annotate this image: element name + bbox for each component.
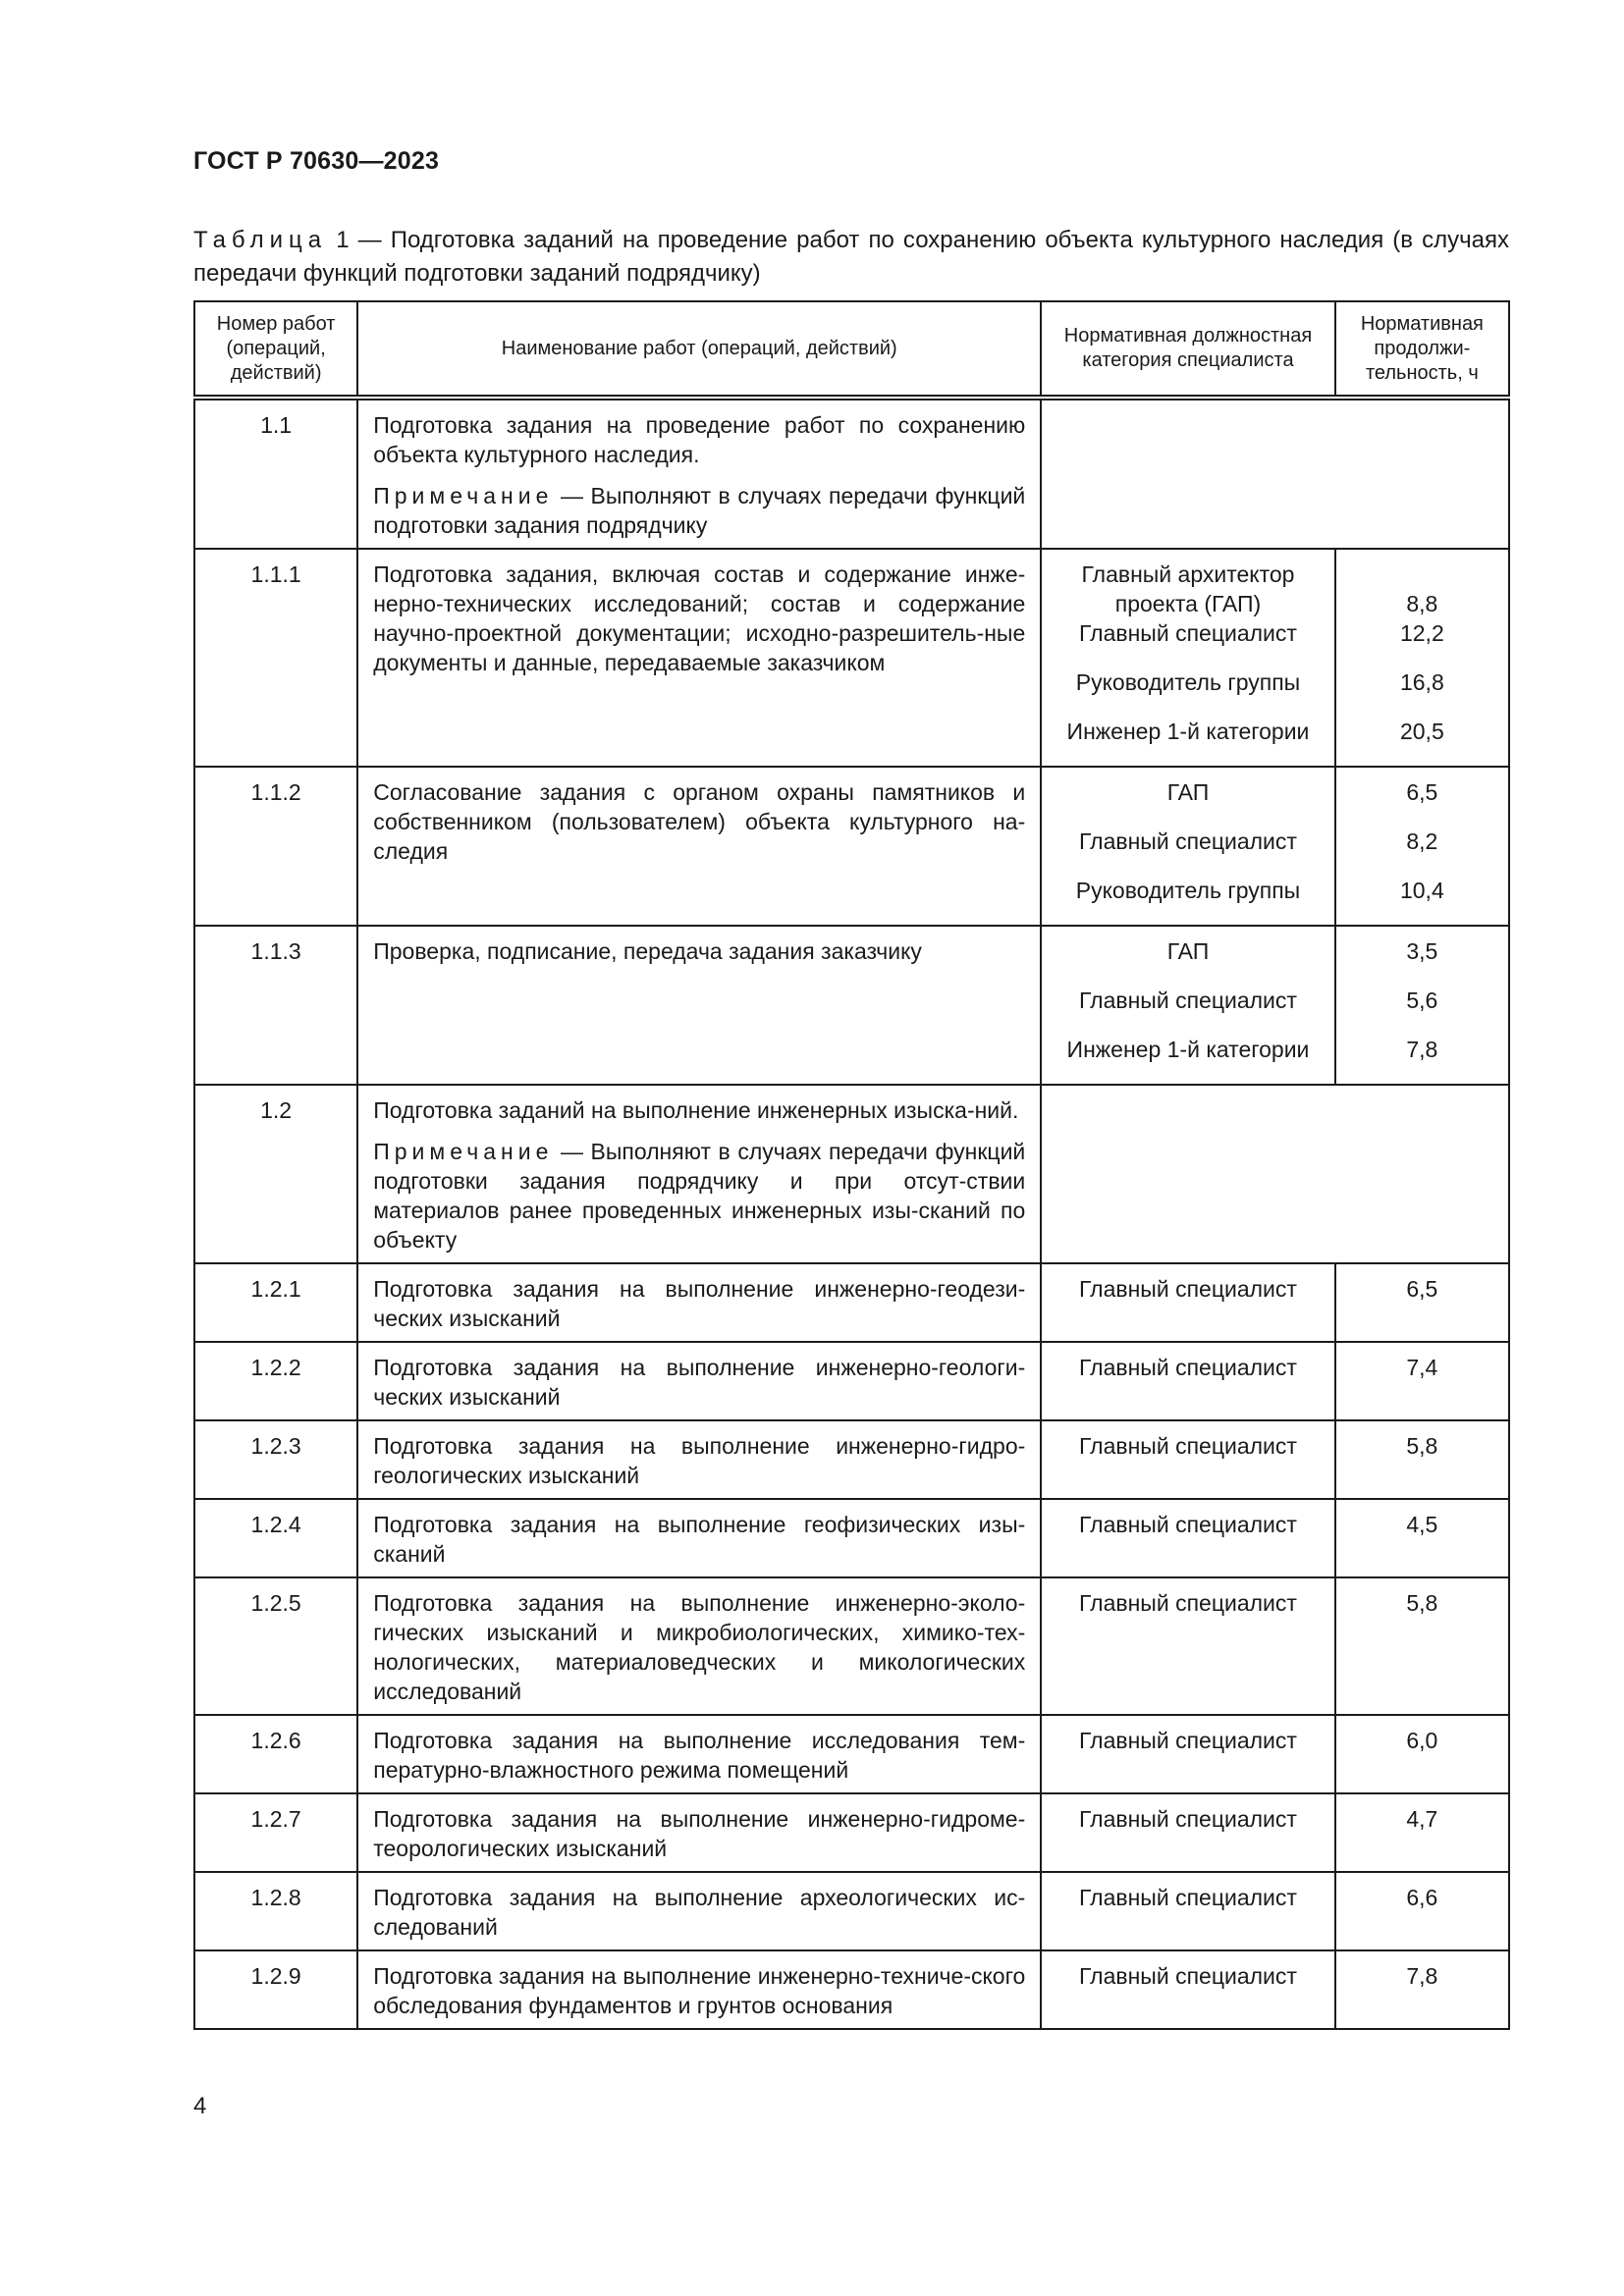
column-header-number: Номер работ (операций, действий) xyxy=(194,301,357,398)
row-work-name xyxy=(357,1263,1041,1342)
row-specialist-category xyxy=(1041,1872,1334,1950)
specialist-category: Главный специалист xyxy=(1079,1276,1297,1302)
table-row xyxy=(194,1085,1509,1263)
table-row xyxy=(194,1793,1509,1872)
note-text: — Выполняют в случаях передачи функций подготовки задания подрядчику и при отсут-ствии материалов ранее проведенных инженерных изы-сканий по объекту xyxy=(373,1139,1026,1253)
table-body xyxy=(194,398,1509,2029)
row-number: 1.2.5 xyxy=(194,1577,357,1715)
specialist-category: Главный специалист xyxy=(1079,1806,1297,1832)
row-duration xyxy=(1335,1950,1509,2029)
row-number: 1.2 xyxy=(194,1085,357,1263)
work-name-text: Подготовка задания на выполнение исследования тем-пературно-влажностного режима помещений xyxy=(373,1728,1026,1783)
duration-hours: 5,8 xyxy=(1406,1433,1438,1459)
row-specialist-category xyxy=(1041,926,1334,1085)
row-specialist-category xyxy=(1041,1263,1334,1342)
row-duration xyxy=(1335,1793,1509,1872)
work-name-text: Подготовка задания на выполнение инженерно-геологи-ческих изысканий xyxy=(373,1355,1026,1410)
duration-hours: 6,6 xyxy=(1406,1885,1438,1910)
row-empty-cell xyxy=(1041,1085,1509,1263)
table-row xyxy=(194,398,1509,549)
work-norms-table xyxy=(193,300,1510,2030)
specialist-category: Инженер 1-й категории xyxy=(1066,1037,1310,1062)
row-duration xyxy=(1335,767,1509,926)
table-row xyxy=(194,1872,1509,1950)
row-duration xyxy=(1335,549,1509,767)
duration-hours: 4,5 xyxy=(1406,1512,1438,1537)
row-work-name xyxy=(357,1085,1041,1263)
row-number: 1.2.2 xyxy=(194,1342,357,1420)
duration-hours: 8,8 xyxy=(1406,591,1438,616)
page-number: 4 xyxy=(193,2093,207,2119)
duration-hours: 4,7 xyxy=(1406,1806,1438,1832)
duration-hours: 7,8 xyxy=(1406,1963,1438,1989)
row-specialist-category xyxy=(1041,1499,1334,1577)
specialist-category: Главный специалист xyxy=(1079,828,1297,854)
specialist-category: ГАП xyxy=(1166,779,1210,805)
row-note xyxy=(373,481,1025,540)
specialist-category: Руководитель группы xyxy=(1075,669,1301,695)
row-duration xyxy=(1335,1342,1509,1420)
work-name-text: Подготовка задания на выполнение инженерно-эколо-гических изысканий и микробиологических, химико-тех-нологических, материаловедческих и микологических исследований xyxy=(373,1590,1026,1704)
note-label: Примечание xyxy=(373,483,554,508)
row-number: 1.1.3 xyxy=(194,926,357,1085)
column-header-duration: Нормативная продолжи-тельность, ч xyxy=(1335,301,1509,398)
work-name-text: Подготовка задания на выполнение инженерно-гидроме-теорологических изысканий xyxy=(373,1806,1026,1861)
table-header-row xyxy=(194,301,1509,398)
row-number: 1.2.9 xyxy=(194,1950,357,2029)
table-caption xyxy=(193,224,1509,291)
column-header-name: Наименование работ (операций, действий) xyxy=(357,301,1041,398)
specialist-category: Главный специалист xyxy=(1079,1885,1297,1910)
duration-hours: 3,5 xyxy=(1406,938,1438,964)
row-duration xyxy=(1335,1577,1509,1715)
specialist-category: ГАП xyxy=(1166,938,1210,964)
row-duration xyxy=(1335,1715,1509,1793)
table-row xyxy=(194,1577,1509,1715)
duration-hours: 12,2 xyxy=(1399,620,1444,646)
note-label: Примечание xyxy=(373,1139,554,1164)
specialist-category: Главный специалист xyxy=(1079,1963,1297,1989)
row-number: 1.2.4 xyxy=(194,1499,357,1577)
column-header-category: Нормативная должностная категория специалиста xyxy=(1041,301,1334,398)
row-duration xyxy=(1335,1872,1509,1950)
duration-hours: 7,8 xyxy=(1406,1037,1438,1062)
row-specialist-category xyxy=(1041,1715,1334,1793)
row-number: 1.2.1 xyxy=(194,1263,357,1342)
row-work-name xyxy=(357,1872,1041,1950)
work-name-text: Подготовка задания на выполнение археологических ис-следований xyxy=(373,1885,1026,1940)
row-work-name xyxy=(357,1715,1041,1793)
table-row xyxy=(194,1715,1509,1793)
specialist-category: Главный специалист xyxy=(1079,988,1297,1013)
specialist-category: Главный специалист xyxy=(1079,1590,1297,1616)
row-work-name xyxy=(357,1420,1041,1499)
row-specialist-category xyxy=(1041,1793,1334,1872)
table-row xyxy=(194,1420,1509,1499)
work-name-text: Подготовка задания на выполнение инженерно-гидро-геологических изысканий xyxy=(373,1433,1026,1488)
row-duration xyxy=(1335,926,1509,1085)
specialist-category: Главный специалист xyxy=(1079,1728,1297,1753)
specialist-category: Главный специалист xyxy=(1079,1512,1297,1537)
specialist-category: Главный специалист xyxy=(1079,1355,1297,1380)
row-number: 1.1.1 xyxy=(194,549,357,767)
row-duration xyxy=(1335,1499,1509,1577)
row-specialist-category xyxy=(1041,1950,1334,2029)
row-work-name xyxy=(357,1342,1041,1420)
row-number: 1.1.2 xyxy=(194,767,357,926)
row-duration xyxy=(1335,1420,1509,1499)
duration-hours: 5,8 xyxy=(1406,1590,1438,1616)
specialist-category: Руководитель группы xyxy=(1075,878,1301,903)
row-number: 1.2.8 xyxy=(194,1872,357,1950)
specialist-category: Инженер 1-й категории xyxy=(1066,719,1310,744)
work-name-text: Подготовка задания, включая состав и содержание инже-нерно-технических исследований; состав и содержание научно-проектной документации; исходно-разрешитель-ные документы и данные, передаваемые заказчиком xyxy=(373,561,1026,675)
row-work-name xyxy=(357,1950,1041,2029)
table-row xyxy=(194,1263,1509,1342)
table-caption-text: 1 — Подготовка заданий на проведение работ по сохранению объекта культурного наследия (в случаях передачи функций подготовки заданий подрядчику) xyxy=(193,227,1509,287)
specialist-category: Главный специалист xyxy=(1079,1433,1297,1459)
row-work-name xyxy=(357,1499,1041,1577)
duration-hours: 6,5 xyxy=(1406,1276,1438,1302)
duration-hours: 16,8 xyxy=(1399,669,1444,695)
row-specialist-category xyxy=(1041,1577,1334,1715)
duration-hours: 6,5 xyxy=(1406,779,1438,805)
duration-hours: 20,5 xyxy=(1399,719,1444,744)
table-header xyxy=(194,301,1509,398)
row-specialist-category xyxy=(1041,549,1334,767)
specialist-category: Главный специалист xyxy=(1079,620,1297,646)
row-note xyxy=(373,1137,1025,1255)
row-work-name xyxy=(357,767,1041,926)
table-row xyxy=(194,1499,1509,1577)
work-name-text: Проверка, подписание, передача задания заказчику xyxy=(373,938,922,964)
table-row xyxy=(194,549,1509,767)
row-empty-cell xyxy=(1041,398,1509,549)
work-name-text: Подготовка задания на проведение работ по сохранению объекта культурного наследия. xyxy=(373,412,1026,467)
row-number: 1.2.7 xyxy=(194,1793,357,1872)
row-duration xyxy=(1335,1263,1509,1342)
row-work-name xyxy=(357,1577,1041,1715)
duration-hours: 10,4 xyxy=(1399,878,1444,903)
table-caption-prefix: Таблица xyxy=(193,227,328,253)
row-specialist-category xyxy=(1041,1420,1334,1499)
specialist-category: Главный архитектор проекта (ГАП) xyxy=(1081,561,1295,616)
duration-hours: 8,2 xyxy=(1406,828,1438,854)
row-work-name xyxy=(357,926,1041,1085)
table-row xyxy=(194,1342,1509,1420)
row-specialist-category xyxy=(1041,767,1334,926)
table-row xyxy=(194,767,1509,926)
row-number: 1.1 xyxy=(194,398,357,549)
work-name-text: Согласование задания с органом охраны памятников и собственником (пользователем) объекта культурного на-следия xyxy=(373,779,1026,864)
duration-hours: 5,6 xyxy=(1406,988,1438,1013)
duration-hours: 6,0 xyxy=(1406,1728,1438,1753)
table-row xyxy=(194,1950,1509,2029)
row-number: 1.2.3 xyxy=(194,1420,357,1499)
duration-hours: 7,4 xyxy=(1406,1355,1438,1380)
row-specialist-category xyxy=(1041,1342,1334,1420)
work-name-text: Подготовка задания на выполнение инженерно-геодези-ческих изысканий xyxy=(373,1276,1026,1331)
row-number: 1.2.6 xyxy=(194,1715,357,1793)
document-header: ГОСТ Р 70630—2023 xyxy=(193,147,440,175)
work-name-text: Подготовка заданий на выполнение инженерных изыска-ний. xyxy=(373,1097,1019,1123)
row-work-name xyxy=(357,398,1041,549)
table-row xyxy=(194,926,1509,1085)
row-work-name xyxy=(357,549,1041,767)
work-name-text: Подготовка задания на выполнение геофизических изы-сканий xyxy=(373,1512,1026,1567)
row-work-name xyxy=(357,1793,1041,1872)
note-text: — Выполняют в случаях передачи функций подготовки задания подрядчику xyxy=(373,483,1026,538)
work-name-text: Подготовка задания на выполнение инженерно-техниче-ского обследования фундаментов и грунтов основания xyxy=(373,1963,1026,2018)
